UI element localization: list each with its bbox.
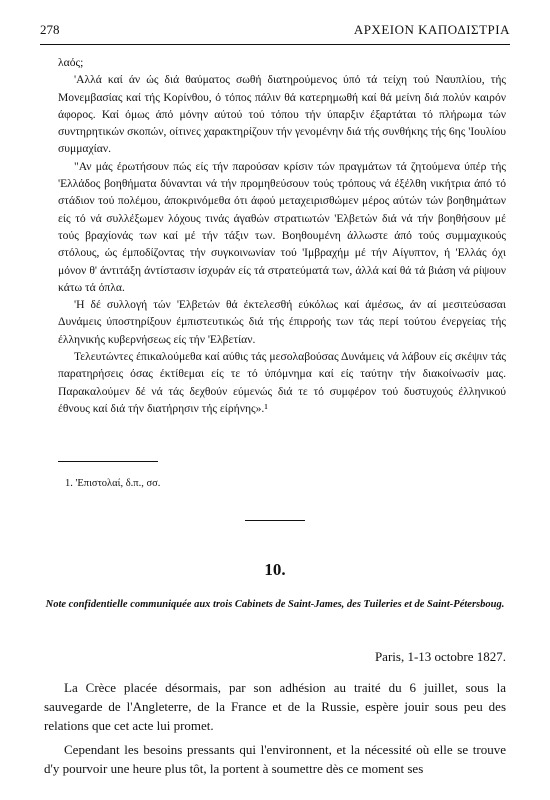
running-title: ΑΡΧΕΙΟΝ ΚΑΠΟΔΙΣΤΡΙΑ	[353, 22, 510, 37]
page-number: 278	[40, 22, 60, 37]
section-separator	[245, 520, 305, 521]
french-paragraph: Cependant les besoins pressants qui l'environnent, et la nécessité où elle se trouve d'y pourvoir une heure plus tôt, la portent à soumettre dès ce moment ses	[44, 742, 506, 776]
french-text-block	[44, 678, 506, 783]
page-header	[40, 22, 510, 40]
header-rule	[40, 44, 510, 45]
dateline: Paris, 1-13 octobre 1827.	[374, 649, 506, 664]
footnote: 1. 'Επιστολαί, δ.π., σσ.	[65, 478, 161, 489]
greek-paragraph: "Αν μάς έρωτήσουν πώς είς τήν παρούσαν κρίσιν τών πραγμάτων τά ζητούμενα ύπέρ τής 'Ελλάδος βοηθήματα δύνανται νά τήν προμηθεύσουν τούς τρόπους νά έξέλθη νικήτρια άπό τό στάδιον τού πολέμου, άποκρινόμεθα ότι άφού μεταχειρισθώμεν μέρος αύτών τών βοηθημάτων είς τό νά συλλέξωμεν λόχους τινάς άγαθών στρατιωτών 'Ελβετών διά νά τήν βοηθήσουν μέ τούς βραχίονάς των καί μέ τήν τάξιν των. Βοηθουμένη άλλωστε άπό τούς συμμαχικούς στόλους, ώς έμποδίζοντας τήν συγκοινωνίαν τού 'Ιμβραχήμ μέ τήν Αίγυπτον, ή 'Ελλάς όχι μόνον θ' άντιτάξη άντίστασιν ίσχυράν είς τά στρατεύματά των, άλλά καί θά τά βιάση νά ρίψουν κάτω τά όπλα.	[58, 159, 506, 294]
greek-paragraph: 'Η δέ συλλογή τών 'Ελβετών θά έκτελεσθή εύκόλως καί άμέσως, άν αί μεσιτεύσασαι Δυνάμεις ύποστηρίξουν έμπιστευτικώς διά τής έπιρροής των τάς περί τούτου ένεργείας τής έλληνικής κυβερνήσεως είς τήν 'Ελβετίαν.	[58, 298, 506, 346]
document-title: Note confidentielle communiquée aux trois Cabinets de Saint-James, des Tuileries et de Saint-Pétersboug.	[45, 599, 505, 610]
greek-text-block	[58, 54, 506, 417]
french-paragraph: La Crèce placée désormais, par son adhésion au traité du 6 juillet, sous la sauvegarde de l'Angleterre, de la France et de la Russie, espère jouir sous peu des relations que cet acte lui promet.	[44, 680, 506, 733]
greek-paragraph: Τελευτώντες έπικαλούμεθα καί αύθις τάς μεσολαβούσας Δυνάμεις νά λάβουν είς σκέψιν τάς παρατηρήσεις όσας έκτίθεμαι είς τε τό ύπόμνημα καί είς ταύτην τήν διακοίνωσίν μας. Παρακαλούμεν δέ νά τάς δεχθούν εύμενώς διά τε τό συμφέρον τού δυστυχούς έλληνικού έθνους καί διά τήν διατήρησιν τής είρήνης».¹	[58, 350, 506, 415]
footnote-rule	[58, 461, 158, 462]
greek-paragraph: 'Αλλά καί άν ώς διά θαύματος σωθή διατηρούμενος ύπό τά τείχη τού Ναυπλίου, τής Μονεμβασίας καί τής Κορίνθου, ό τόπος πάλιν θά κατερημωθή καί θά μείνη διά πολύν καιρόν άφορος. Καί όμως άπό μόνην αύτού τού τόπου τήν ύπαρξιν έξαρτάται τό πλήρωμα τών συντηρητικών σκοπών, οίτινες χαρακτηρίζουν τήν γενομένην διά τής συνθήκης τής 6ης 'Ιουλίου συμμαχίαν.	[58, 73, 506, 156]
document-number: 10.	[264, 560, 286, 579]
greek-paragraph: λαός;	[58, 56, 84, 69]
